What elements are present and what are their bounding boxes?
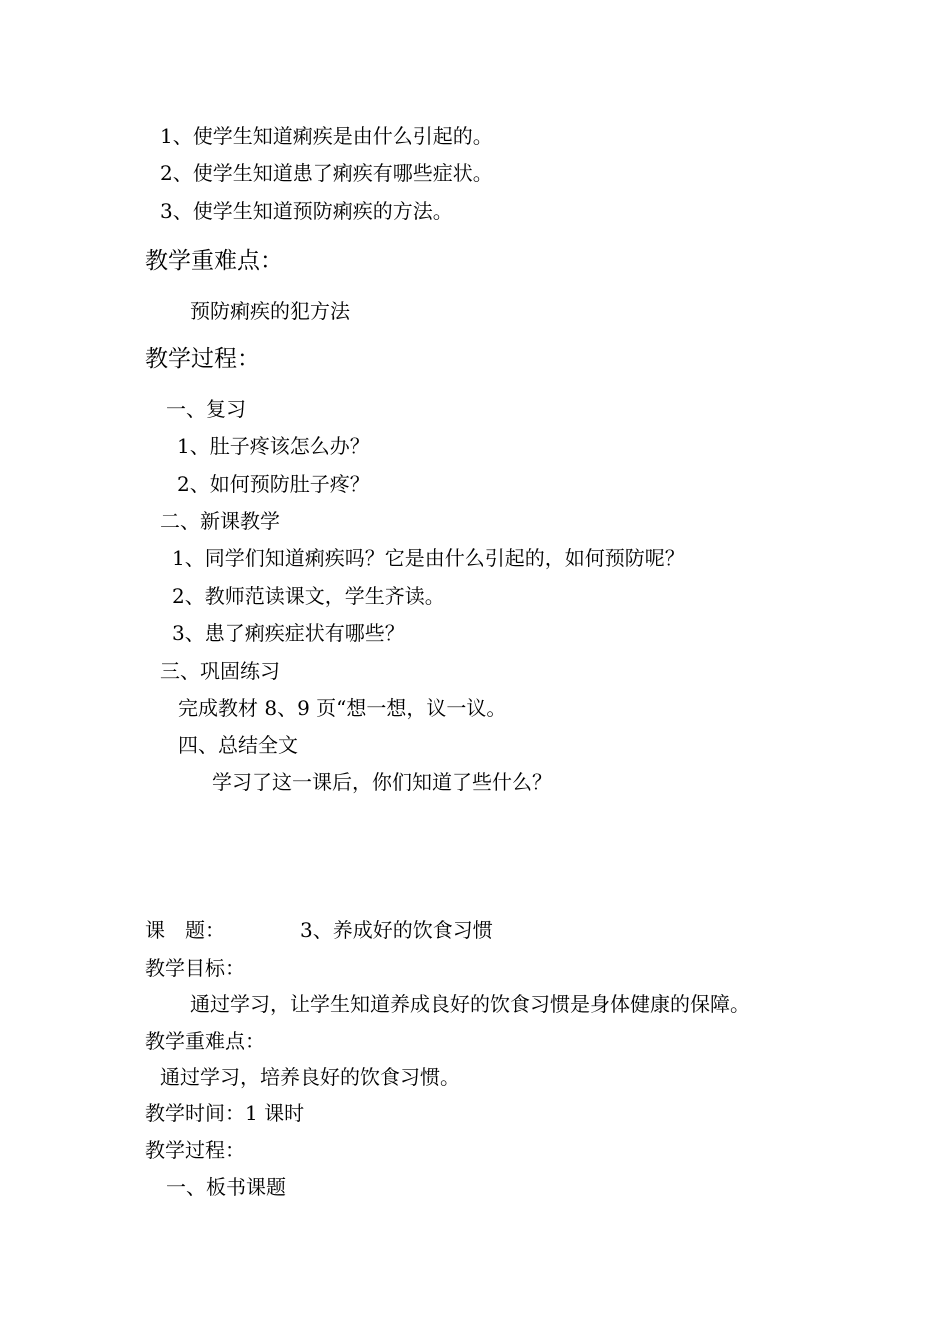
key-points-text-2: 通过学习，培养良好的饮食习惯。 [160,1065,460,1089]
objective-text: 通过学习，让学生知道养成良好的饮食习惯是身体健康的保障。 [190,992,750,1016]
process-heading: 教学过程： [145,346,260,372]
step-1: 一、板书课题 [166,1175,286,1199]
summary-title: 四、总结全文 [178,733,298,757]
objective-line-2: 2、使学生知道患了痢疾有哪些症状。 [160,161,493,185]
review-item-1: 1、肚子疼该怎么办？ [177,434,370,458]
topic-label: 课 题： [145,918,225,942]
lesson-time: 教学时间：1 课时 [145,1101,305,1125]
objective-line-3: 3、使学生知道预防痢疾的方法。 [160,199,453,223]
new-lesson-item-1: 1、同学们知道痢疾吗？它是由什么引起的，如何预防呢？ [172,546,685,570]
practice-item: 完成教材 8、9 页“想一想，议一议。 [178,696,507,720]
review-item-2: 2、如何预防肚子疼？ [177,472,370,496]
practice-title: 三、巩固练习 [160,659,280,683]
objective-heading: 教学目标： [145,956,245,980]
key-points-text: 预防痢疾的犯方法 [190,299,350,323]
key-points-heading-2: 教学重难点： [145,1029,265,1053]
new-lesson-item-3: 3、患了痢疾症状有哪些？ [172,621,405,645]
topic-title: 3、养成好的饮食习惯 [300,918,493,942]
new-lesson-item-2: 2、教师范读课文，学生齐读。 [172,584,445,608]
process-heading-2: 教学过程： [145,1138,245,1162]
objective-line-1: 1、使学生知道痢疾是由什么引起的。 [160,124,493,148]
new-lesson-title: 二、新课教学 [160,509,280,533]
key-points-heading: 教学重难点： [145,248,283,274]
review-title: 一、复习 [166,397,246,421]
summary-item: 学习了这一课后，你们知道了些什么？ [212,770,552,794]
